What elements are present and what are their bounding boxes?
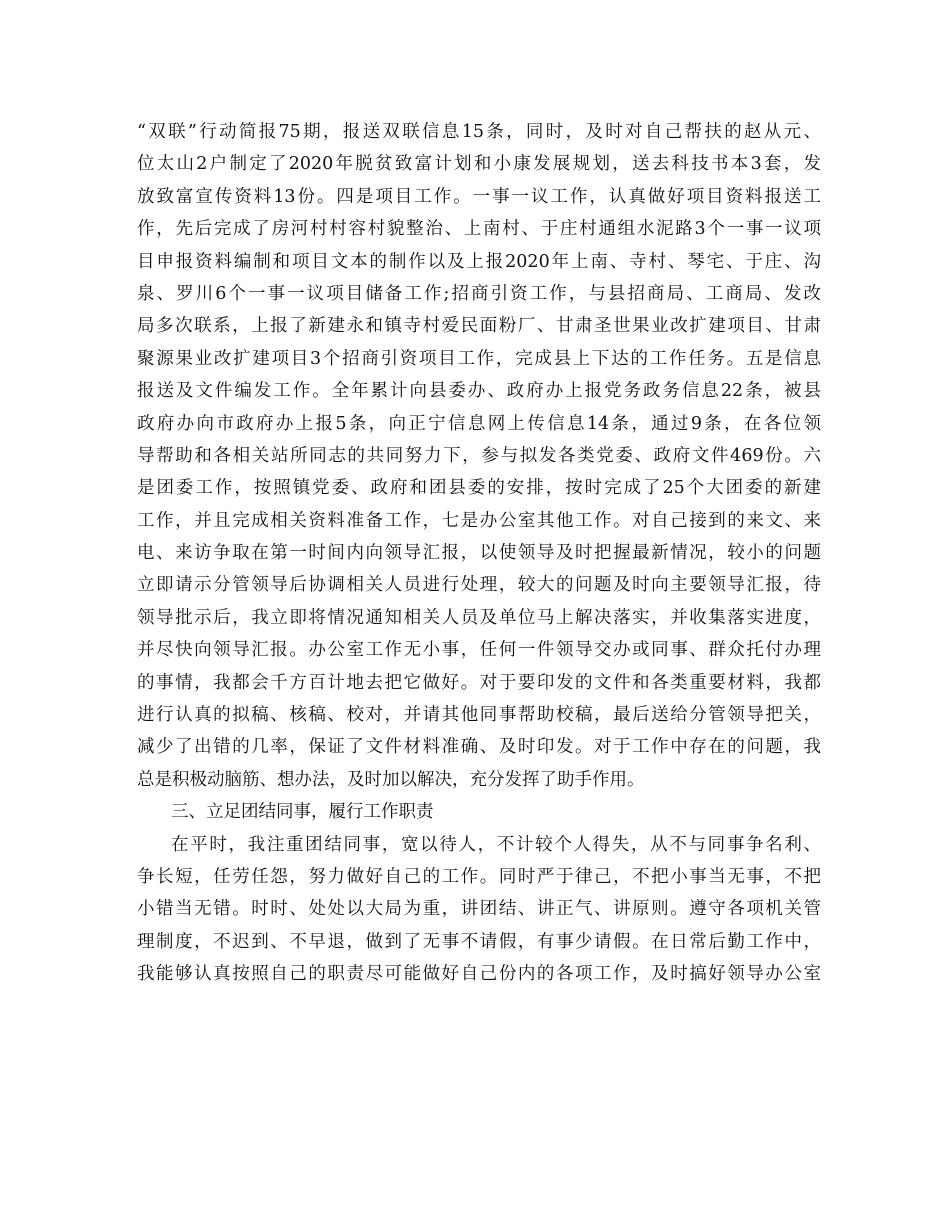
text-line: 立即请示分管领导后协调相关人员进行处理，较大的问题及时向主要领导汇报，待 <box>137 575 821 596</box>
text-line: “双联”行动简报75期，报送双联信息15条，同时，及时对自己帮扶的赵从元、 <box>137 122 821 142</box>
section-heading: 三、立足团结同事，履行工作职责 <box>171 802 434 823</box>
text-line: 放致富宣传资料13份。四是项目工作。一事一议工作，认真做好项目资料报送工 <box>137 186 821 207</box>
text-line: 理制度，不迟到、不早退，做到了无事不请假，有事少请假。在日常后勤工作中， <box>137 931 821 952</box>
text-line: 总是积极动脑筋、想办法，及时加以解决，充分发挥了助手作用。 <box>137 769 645 790</box>
text-line: 的事情，我都会千方百计地去把它做好。对于要印发的文件和各类重要材料，我都 <box>137 672 821 693</box>
text-line: 聚源果业改扩建项目3个招商引资项目工作，完成县上下达的工作任务。五是信息 <box>137 348 821 369</box>
text-line: 并尽快向领导汇报。办公室工作无小事，任何一件领导交办或同事、群众托付办理 <box>137 640 821 661</box>
text-line: 导帮助和各相关站所同志的共同努力下，参与拟发各类党委、政府文件469份。六 <box>137 445 821 466</box>
text-line: 进行认真的拟稿、核稿、校对，并请其他同事帮助校稿，最后送给分管领导把关， <box>137 705 821 726</box>
text-line: 是团委工作，按照镇党委、政府和团县委的安排，按时完成了25个大团委的新建 <box>137 478 821 499</box>
text-line: 我能够认真按照自己的职责尽可能做好自己份内的各项工作，及时搞好领导办公室 <box>137 964 821 985</box>
text-line: 政府办向市政府办上报5条，向正宁信息网上传信息14条，通过9条，在各位领 <box>137 413 821 434</box>
text-line: 争长短，任劳任怨，努力做好自己的工作。同时严于律己，不把小事当无事，不把 <box>137 866 821 887</box>
text-line: 作，先后完成了房河村村容村貌整治、上南村、于庄村通组水泥路3个一事一议项 <box>137 219 821 240</box>
text-line: 泉、罗川6个一事一议项目储备工作;招商引资工作，与县招商局、工商局、发改 <box>137 283 821 304</box>
text-line: 位太山2户制定了2020年脱贫致富计划和小康发展规划，送去科技书本3套，发 <box>137 154 821 175</box>
text-line: 目申报资料编制和项目文本的制作以及上报2020年上南、寺村、琴宅、于庄、沟 <box>137 251 821 272</box>
text-line: 局多次联系，上报了新建永和镇寺村爱民面粉厂、甘肃圣世果业改扩建项目、甘肃 <box>137 316 821 337</box>
text-line: 报送及文件编发工作。全年累计向县委办、政府办上报党务政务信息22条，被县 <box>137 381 821 402</box>
text-line: 领导批示后，我立即将情况通知相关人员及单位马上解决落实，并收集落实进度， <box>137 607 821 628</box>
paragraph-first-line: 在平时，我注重团结同事，宽以待人，不计较个人得失，从不与同事争名利、 <box>171 834 821 855</box>
document-body <box>137 116 821 991</box>
text-line: 电、来访争取在第一时间内向领导汇报，以使领导及时把握最新情况，较小的问题 <box>137 543 821 564</box>
text-line: 减少了出错的几率，保证了文件材料准确、及时印发。对于工作中存在的问题，我 <box>137 737 821 758</box>
text-line: 小错当无错。时时、处处以大局为重，讲团结、讲正气、讲原则。遵守各项机关管 <box>137 899 821 920</box>
text-line: 工作，并且完成相关资料准备工作，七是办公室其他工作。对自己接到的来文、来 <box>137 510 821 531</box>
